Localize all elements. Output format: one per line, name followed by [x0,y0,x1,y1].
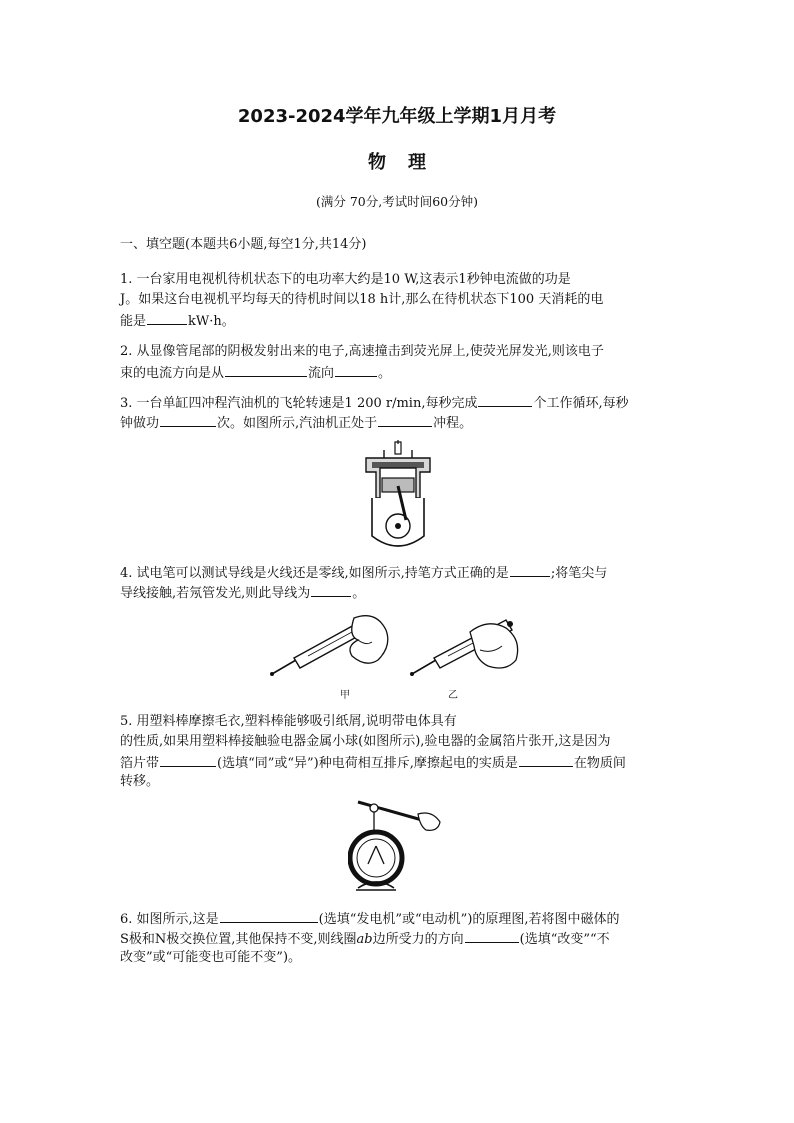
exam-info: (满分 70分,考试时间60分钟) [315,194,478,209]
subject-title: 物理 [368,152,448,173]
section-heading: 一、填空题(本题共6小题,每空1分,共14分) [120,237,367,252]
q6-line1: 6. 如图所示,这是 (选填“发电机”或“电动机”)的原理图,若将图中磁体的 [120,908,620,930]
q5-blank-2[interactable] [519,752,573,767]
q5-line1: 5. 用塑料棒摩擦毛衣,塑料棒能够吸引纸屑,说明带电体具有 [120,714,457,729]
q4-line2: 导线接触,若氖管发光,则此导线为 。 [120,582,365,604]
caption-jia: 甲 [340,690,350,701]
q3-line1: 3. 一台单缸四冲程汽油机的飞轮转速是1 200 r/min,每秒完成 个工作循环,每秒 [120,392,629,414]
q2-blank-1[interactable] [225,362,307,377]
q1-line1: 1. 一台家用电视机待机状态下的电功率大约是10 W,这表示1秒钟电流做的功是 [120,272,571,287]
q2-line2: 束的电流方向是从 流向 。 [120,362,391,384]
q5-line3: 箔片带 (选填“同”或“异”)种电荷相互排斥,摩擦起电的实质是 在物质间 [120,752,626,774]
q1-line3: 能是 kW·h。 [120,310,235,332]
q5-line2: 的性质,如果用塑料棒接触验电器金属小球(如图所示),验电器的金属箔片张开,这是因为 [120,734,611,749]
q3-blank-3[interactable] [378,412,432,427]
q4-blank-1[interactable] [510,562,550,577]
q2-blank-2[interactable] [335,362,377,377]
test-pen-figure-right [410,612,534,682]
q4-blank-2[interactable] [311,582,351,597]
q3-line2: 钟做功 次。如图所示,汽油机正处于 冲程。 [120,412,472,434]
q6-blank-1[interactable] [220,908,318,923]
q3-blank-2[interactable] [160,412,216,427]
q3-blank-1[interactable] [478,392,532,407]
engine-figure [358,440,438,552]
caption-yi: 乙 [448,690,458,701]
q1-line2: J。如果这台电视机平均每天的待机时间以18 h计,那么在待机状态下100 天消耗的电 [120,292,604,307]
q6-line2: S极和N极交换位置,其他保持不变,则线圈ab边所受力的方向 (选填“改变”“不 [120,928,610,950]
q1-blank[interactable] [147,310,187,325]
test-pen-figure-left [268,612,394,682]
q6-blank-2[interactable] [465,928,519,943]
q4-line1: 4. 试电笔可以测试导线是火线还是零线,如图所示,持笔方式正确的是 ;将笔尖与 [120,562,607,584]
q2-line1: 2. 从显像管尾部的阴极发射出来的电子,高速撞击到荧光屏上,使荧光屏发光,则该电子 [120,344,604,359]
q6-line3: 改变”或“可能变也可能不变”)。 [120,950,302,965]
q5-blank-1[interactable] [160,752,216,767]
q5-line4: 转移。 [120,774,160,789]
electroscope-figure [348,796,448,896]
exam-title: 2023-2024学年九年级上学期1月月考 [237,106,557,127]
